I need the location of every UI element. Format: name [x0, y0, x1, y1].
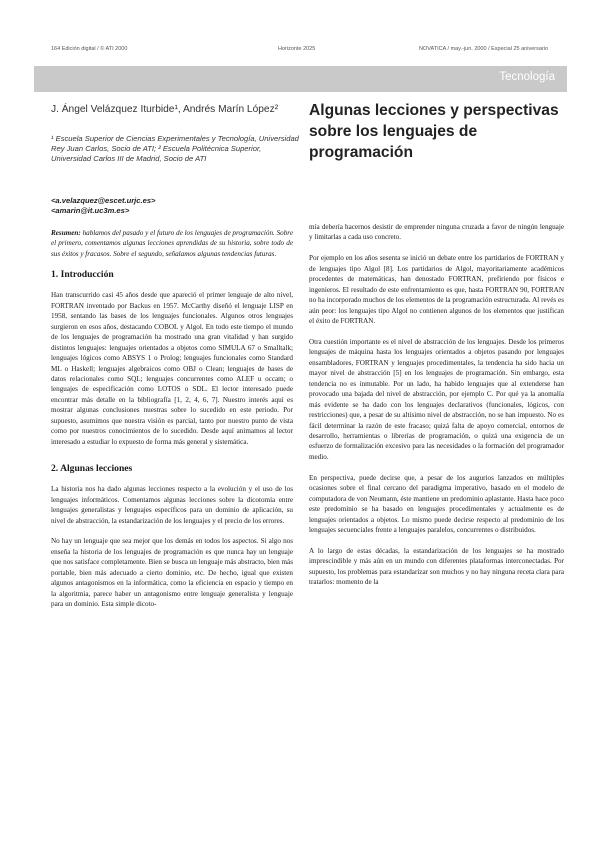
section-2-title: 2. Algunas lecciones [51, 463, 133, 475]
section-2-paragraph-2: No hay un lenguaje que sea mejor que los demás en todos los aspectos. Si algo nos enseña la historia de los lenguajes de programación es que nunca hay un lenguaje que nos satisface completamente. Bien se busca un lenguaje más abstracto, bien más portable, bien más adecuado a cierto dominio, etc. De hecho, igual que existen algunos antagonismos en la informática, como la eficiencia en espacio y tiempo en la algoritmia, parece haber un antagonismo entre lenguaje generalista y lenguaje para un dominio. Esta simple dicoto- [51, 537, 293, 609]
abstract-text: hablamos del pasado y el futuro de los lenguajes de programación. Sobre el primero, comentamos algunas lecciones aprendidas de su historia, sobre todo de sus éxitos y fracasos. Sobre el segundo, señalamos algunas tendencias futuras. [51, 229, 293, 258]
abstract-label: Resumen: [51, 229, 81, 237]
abstract [51, 228, 293, 259]
section-band [34, 66, 567, 92]
article-title: Algunas lecciones y perspectivas sobre los lenguajes de programación [309, 102, 559, 161]
section-label: Tecnología [499, 71, 555, 83]
running-header [0, 46, 600, 58]
section-1-title: 1. Introducción [51, 269, 114, 281]
right-paragraph-1: mía debería hacernos desistir de emprender ninguna cruzada a favor de ningún lenguaje y limitarlas a cada uso concreto. [309, 223, 564, 242]
affiliations: ¹ Escuela Superior de Ciencias Experimentales y Tecnología, Universidad Rey Juan Carlos, Socio de ATI; ² Escuela Politécnica Superior, Universidad Carlos III de Madrid, Socio de ATI [51, 134, 299, 163]
right-column [309, 222, 564, 588]
authors: J. Ángel Velázquez Iturbide¹, Andrés Marín López² [51, 104, 279, 115]
emails [51, 196, 301, 216]
right-paragraph-4: En perspectiva, puede decirse que, a pesar de los augurios lanzados en múltiples ocasiones sobre el final cercano del paradigma imperativo, basado en el modelo de computadora de von Neumann, éste mantiene un predominio aplastante. Hasta hace poco este predominio se ha basado en lenguajes procedimentales y actualmente es de lenguajes orientados a objetos. Lo mismo puede decirse respecto al predominio de los lenguajes secuenciales frente a lenguajes paralelos, concurrentes o distribuidos. [309, 473, 564, 535]
right-paragraph-3: Otra cuestión importante es el nivel de abstracción de los lenguajes. Desde los primeros lenguajes de máquina hasta los lenguajes orientados a objetos pasando por lenguajes ensambladores, FORTRAN y lenguajes procedimentales, la tendencia ha sido hacia un mayor nivel de abstracción [5] en los lenguajes de programación. Sin embargo, esta tendencia no es inmutable. Por un lado, ha habido lenguajes que al extenderse han provocado una bajada del nivel de abstracción, por ejemplo C. Por qué ya la anomalía más evidente se ha dado con los lenguajes declarativos (funcionales, lógicos, con restricciones) que, a pesar de su altísimo nivel de abstracción, no se han impuesto. No es fácil determinar la razón de este fracaso; quizá falta de apoyo comercial, entornos de desarrollo, herramientas o librerías de programación, o quizá una exigencia de un esfuerzo de formalización excesivo para las necesidades o la formación del programador medio. [309, 337, 564, 461]
right-paragraph-2: Por ejemplo en los años sesenta se inició un debate entre los partidarios de FORTRAN y de lenguajes tipo Algol [8]. Los partidarios de Algol, mayoritariamente académicos procedentes de matemáticas, han denostado FORTRAN, prefiriendo por físicos e ingenieros. El resultado de este enfrentamiento es que, hasta FORTRAN 90, FORTRAN no ha incorporado muchos de los elementos de la programación estructurada. Al revés es aún peor: los lenguajes tipo Algol no contienen algunos de los elementos que justifican el éxito de FORTRAN. [309, 254, 564, 326]
header-center: Horizonte 2025 [278, 46, 316, 52]
header-right: NOVATICA / may.-jun. 2000 / Especial 25 aniversario [419, 46, 549, 52]
email-2[interactable]: <amarin@it.uc3m.es> [51, 206, 130, 215]
email-1[interactable]: <a.velazquez@escet.urjc.es> [51, 196, 156, 205]
left-column [51, 228, 293, 610]
header-left: 164 Edición digital / © ATI 2000 [51, 46, 128, 52]
right-paragraph-5: A lo largo de estas décadas, la estandarización de los lenguajes se ha mostrado imprescindible y más aún en un mundo con diferentes plataformas interconectadas. Por supuesto, los problemas para estandarizar son muchos y no hay ninguna receta clara para tratarlos: momento de la [309, 546, 564, 587]
intro-paragraph: Han transcurrido casi 45 años desde que apareció el primer lenguaje de alto nivel, FORTRAN inventado por Backus en 1957. McCarthy diseñó el lenguaje LISP en 1958, sentando las bases de los lenguajes funcionales. Algunos otros lenguajes surgieron en esos años, destacando COBOL y Algol. En todo este tiempo el mundo de los lenguajes de programación ha mostrado una gran vitalidad y han surgido distintos lenguajes: lenguajes orientados a objetos como SIMULA 67 o Smalltalk; lenguajes lógicos como ABSYS 1 o Prolog; lenguajes funcionales como Standard ML o Haskell; lenguajes algebraicos como OBJ o Clean; lenguajes de bases de datos relacionales como SQL; lenguajes concurrentes como ALEF u occam; o lenguajes de especificación como LOTOS o SDL. El lector interesado puede encontrar más detalle en la bibliografía [1, 2, 4, 6, 7]. Nuestro interés aquí es mostrar algunas conclusiones nuestras sobre lo sucedido en este periodo. Por supuesto, asumimos que nuestra visión es parcial, tanto por nuestro punto de vista como por nuestros conocimientos de lo sucedido. Desde aquí animamos al lector interesado a estudiar lo expuesto de forma más general y sistemática. [51, 291, 293, 446]
section-2-paragraph-1: La historia nos ha dado algunas lecciones respecto a la evolución y el uso de los lenguajes informáticos. Comentamos algunas lecciones sobre la dicotomía entre lenguajes generalistas y lenguajes específicos para un dominio de aplicación, su nivel de abstracción, la estandarización de los lenguajes y el precio de los errores. [51, 485, 293, 525]
